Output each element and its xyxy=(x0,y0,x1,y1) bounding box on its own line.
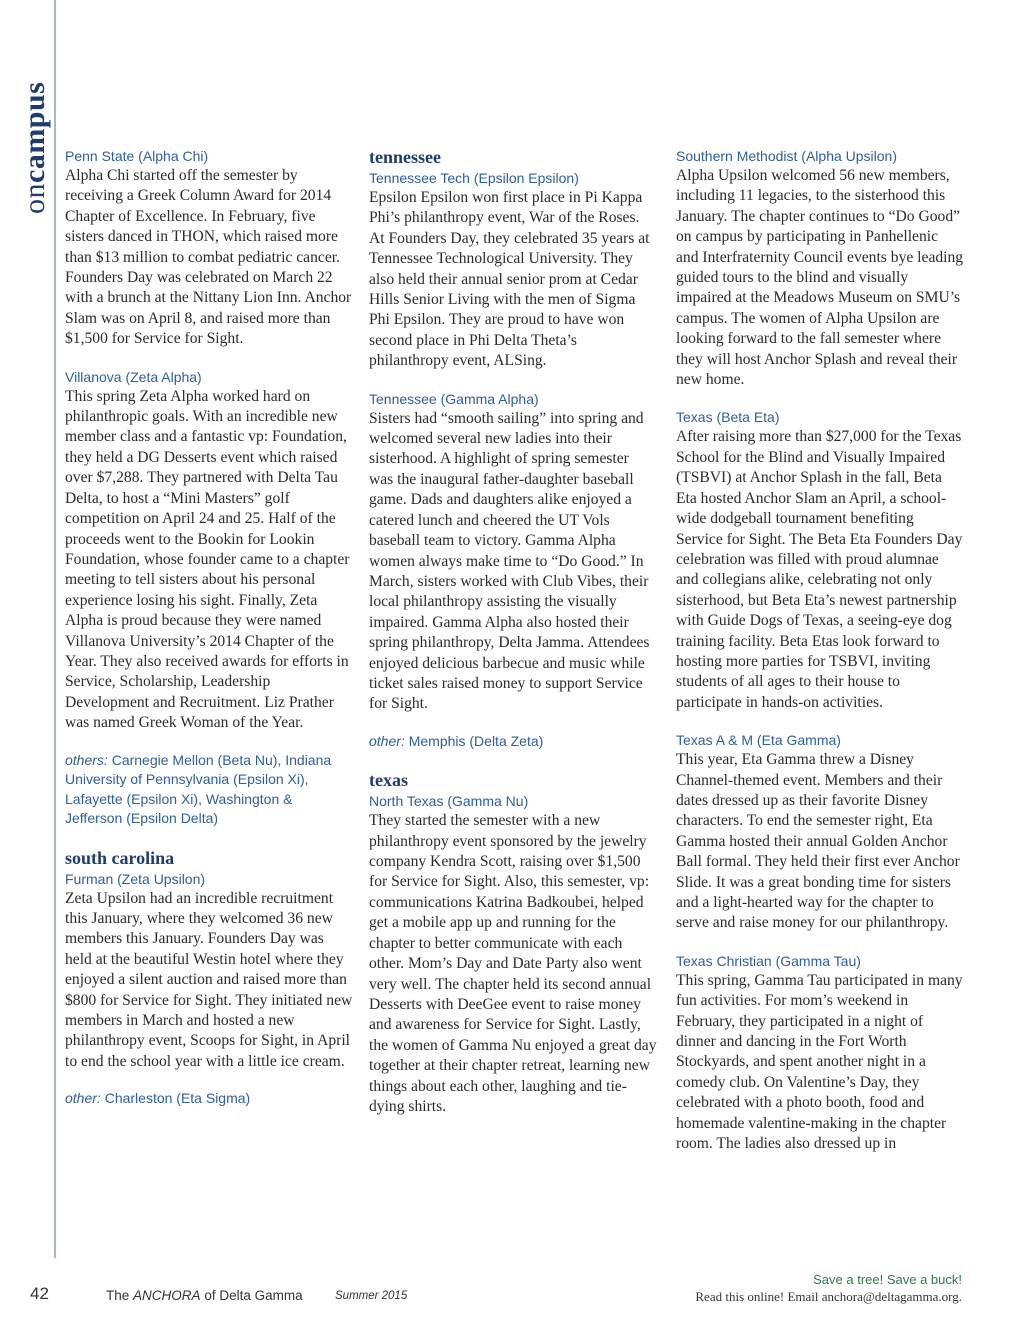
chapter-text: Alpha Upsilon welcomed 56 new members, including 11 legacies, to the sisterhood this January. The chapter continues to “Do Good” on campus by participating in Panhellenic and Interfraternity Council events bye leading guided tours to the blind and visually impaired at the Meadows Museum on SMU’s campus. The women of Alpha Upsilon are looking forward to the fall semester where they will host Anchor Splash and reveal their new home. xyxy=(676,167,964,389)
chapter-heading: Texas A & M (Eta Gamma) xyxy=(676,732,841,749)
chapter-text: They started the semester with a new philanthropy event sponsored by the jewelry company Kendra Scott, raising over $1,500 for Service for Sight. Also, this semester, vp: communications Katrina Badkoubei, helped get a mobile app up and running for the chapter to better communicate with each other. Mom’s Day and Date Party also went very well. The chapter held its second annual Desserts with DeeGee event to raise money and awareness for Service for Sight. Lastly, the women of Gamma Nu enjoyed a great day together at their chapter retreat, learning new things about each other, laughing and tie-dying shirts. xyxy=(369,812,657,1115)
section-title xyxy=(20,82,50,214)
chapter-heading: Texas (Beta Eta) xyxy=(676,409,780,426)
publication-the: The xyxy=(106,1288,130,1303)
read-online-note: Read this online! Email anchora@deltagamma.org. xyxy=(695,1289,962,1304)
publication-name xyxy=(106,1288,303,1303)
column-3 xyxy=(676,146,964,1171)
chapter-heading: Southern Methodist (Alpha Upsilon) xyxy=(676,148,898,164)
chapter-heading: Villanova (Zeta Alpha) xyxy=(65,368,202,385)
other-label: other: xyxy=(369,732,405,749)
other-list xyxy=(369,732,657,752)
page-number: 42 xyxy=(30,1284,49,1303)
chapter-heading: Penn State (Alpha Chi) xyxy=(65,148,209,164)
chapter-text: Epsilon Epsilon won first place in Pi Kappa Phi’s philanthropy event, War of the Roses. At Founders Day, they celebrated 35 years at Tennessee Technological University. They also held their annual senior prom at Cedar Hills Senior Living with the men of Sigma Phi Epsilon. They are proud to have won second place in Phi Delta Theta’s philanthropy event, ALSing. xyxy=(369,189,650,370)
column-2 xyxy=(369,146,657,1134)
chapter-text: Alpha Chi started off the semester by receiving a Greek Column Award for 2014 Chapter of Excellence. In February, five sisters danced in THON, which raised more than $13 million to combat pediatric cancer. Founders Day was celebrated on March 22 with a brunch at the Nittany Lion Inn. Anchor Slam was on April 8, and raised more than $1,500 for Service for Sight. xyxy=(65,167,352,348)
issue-label: Summer 2015 xyxy=(335,1290,408,1302)
others-label: others: xyxy=(65,751,108,768)
other-label: other: xyxy=(65,1090,101,1107)
chapter-heading: Furman (Zeta Upsilon) xyxy=(65,870,206,887)
state-heading: texas xyxy=(369,770,408,791)
save-tree-note: Save a tree! Save a buck! xyxy=(813,1272,962,1287)
others-text: Carnegie Mellon (Beta Nu), Indiana University of Pennsylvania (Epsilon Xi), Lafayette (Epsilon Xi), Washington & Jefferson (Epsilon Delta) xyxy=(65,751,332,827)
other-list xyxy=(65,1089,353,1109)
chapter-text: After raising more than $27,000 for the Texas School for the Blind and Visually Impaired (TSBVI) at Anchor Splash in the fall, Beta Eta hosted Anchor Slam an April, a school-wide dodgeball tournament benefiting Service for Sight. The Beta Eta Founders Day celebration was filled with proud alumnae and collegians alike, celebrating not only sisterhood, but Beta Eta’s newest partnership with Guide Dogs of Texas, a seeing-eye dog training facility. Beta Etas look forward to hosting more parties for TSBVI, inviting students of all ages to their house to participate in hands-on activities. xyxy=(676,428,963,711)
other-text: Memphis (Delta Zeta) xyxy=(408,732,544,749)
chapter-text: This spring, Gamma Tau participated in many fun activities. For mom’s weekend in February, they participated in a night of dinner and dancing in the Fort Worth Stockyards, and spent another night in a comedy club. On Valentine’s Day, they celebrated with a photo booth, food and homemade valentine-making in the chapter room. The ladies also dressed up in xyxy=(676,971,963,1153)
section-title-bold: campus xyxy=(18,81,51,183)
chapter-heading: Texas Christian (Gamma Tau) xyxy=(676,952,861,969)
state-heading: south carolina xyxy=(65,847,175,868)
state-heading: tennessee xyxy=(369,147,441,167)
others-list xyxy=(65,751,353,829)
column-1 xyxy=(65,146,353,1127)
publication-rest: of Delta Gamma xyxy=(204,1288,303,1303)
chapter-heading: Tennessee (Gamma Alpha) xyxy=(369,390,539,407)
chapter-heading: North Texas (Gamma Nu) xyxy=(369,793,529,810)
sidebar-rule xyxy=(54,0,56,1258)
chapter-text: Sisters had “smooth sailing” into spring and welcomed several new ladies into their sisterhood. A highlight of spring semester was the inaugural father-daughter baseball game. Dads and daughters alike enjoyed a catered lunch and cheered the UT Vols baseball team to victory. Gamma Alpha women always make time to “Do Good.” In March, sisters worked with Club Vibes, their local philanthropy assisting the visually impaired. Gamma Alpha also hosted their spring philanthropy, Delta Jamma. Attendees enjoyed delicious barbecue and music while ticket sales raised money to support Service for Sight. xyxy=(369,409,650,713)
other-text: Charleston (Eta Sigma) xyxy=(104,1090,251,1107)
section-title-light: on xyxy=(18,183,51,214)
chapter-text: This spring Zeta Alpha worked hard on philanthropic goals. With an incredible new member class and a fantastic vp: Foundation, they held a DG Desserts event which raised over $7,288. They partnered with Delta Tau Delta, to host a “Mini Masters” golf competition on April 24 and 25. Half of the proceeds went to the Bookin for Lookin Foundation, whose founder came to a chapter meeting to tell sisters about his personal experience losing his sight. Finally, Zeta Alpha is proud because they were named Villanova University’s 2014 Chapter of the Year. They also received awards for efforts in Service, Scholarship, Leadership Development and Recruitment. Liz Prather was named Greek Woman of the Year. xyxy=(65,387,350,732)
publication-title: ANCHORA xyxy=(133,1288,201,1303)
chapter-heading: Tennessee Tech (Epsilon Epsilon) xyxy=(369,170,579,186)
chapter-text: Zeta Upsilon had an incredible recruitment this January, where they welcomed 36 new members this January. Founders Day was held at the beautiful Westin hotel where they enjoyed a silent auction and raised more than $800 for Service for Sight. They initiated new members in March and hosted a new philanthropy event, Scoops for Sight, in April to end the school year with a little ice cream. xyxy=(65,889,353,1070)
chapter-text: This year, Eta Gamma threw a Disney Channel-themed event. Members and their dates dressed up as their favorite Disney characters. To end the semester right, Eta Gamma hosted their annual Golden Anchor Ball formal. They held their first ever Anchor Slide. It was a great bonding time for sisters and a light-hearted way for the chapter to serve and raise money for our philanthropy. xyxy=(676,751,960,932)
